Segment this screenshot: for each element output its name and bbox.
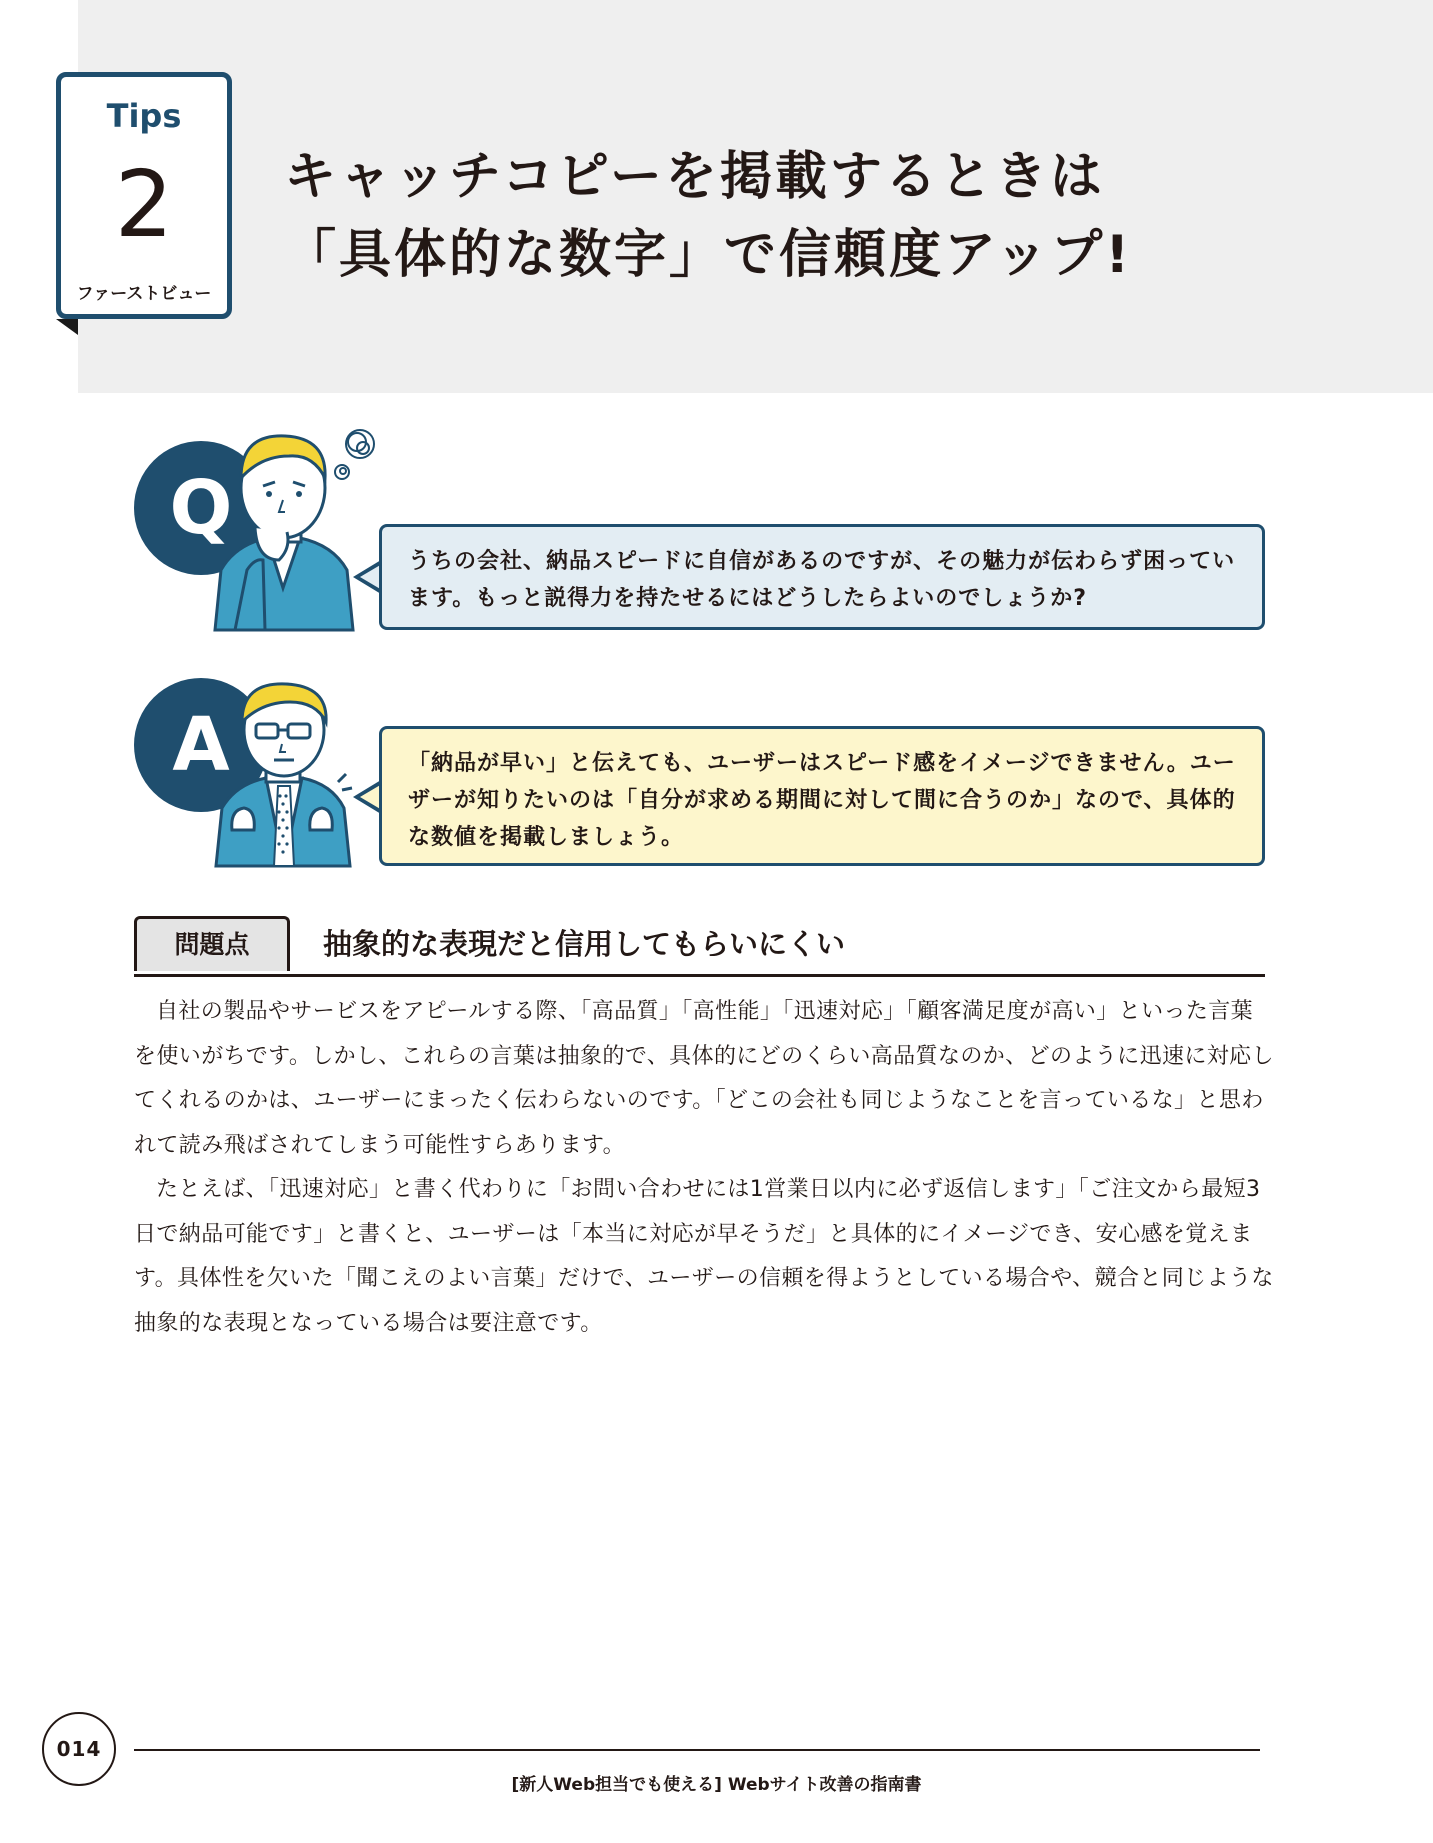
body-text	[134, 990, 1274, 1346]
tips-card-fold	[56, 319, 78, 335]
body-paragraph-2: たとえば、「迅速対応」と書く代わりに「お問い合わせには1営業日以内に必ず返信します」「ご注文から最短3日で納品可能です」と書くと、ユーザーは「本当に対応が早そうだ」と具体的にイメージでき、安心感を覚えます。具体性を欠いた「聞こえのよい言葉」だけで、ユーザーの信頼を得ようとしている場合や、競合と同じような抽象的な表現となっている場合は要注意です。	[134, 1177, 1274, 1336]
question-line-2: ます。もっと説得力を持たせるにはどうしたらよいのでしょうか?	[408, 586, 1088, 611]
answer-badge: A	[134, 678, 268, 812]
problem-heading-row	[134, 916, 1265, 977]
worried-man-illustration	[205, 420, 395, 632]
tips-label: Tips	[106, 97, 182, 135]
problem-heading: 抽象的な表現だと信用してもらいにくい	[323, 927, 846, 961]
answer-line-3: な数値を掲載しましょう。	[408, 825, 685, 850]
tips-card	[56, 72, 232, 319]
tips-category: ファーストビュー	[76, 284, 212, 304]
page-number: 014	[42, 1712, 116, 1786]
question-badge: Q	[134, 441, 268, 575]
title-line-1: キャッチコピーを掲載するときは	[284, 147, 1105, 207]
body-paragraph-1: 自社の製品やサービスをアピールする際、「高品質」「高性能」「迅速対応」「顧客満足度が高い」といった言葉を使いがちです。しかし、これらの言葉は抽象的で、具体的にどのくらい高品質なのか、どのように迅速に対応してくれるのかは、ユーザーにまったく伝わらないのです。「どこの会社も同じようなことを言っているな」と思われて読み飛ばされてしまう可能性すらあります。	[134, 999, 1274, 1158]
answer-bubble	[379, 726, 1265, 866]
title-line-2: 「具体的な数字」で信頼度アップ!	[284, 225, 1133, 285]
confusion-scribble-icon	[335, 430, 374, 479]
footer-rule	[134, 1749, 1260, 1751]
answer-line-2: ザーが知りたいのは「自分が求める期間に対して間に合うのか」なので、具体的	[408, 788, 1236, 813]
question-bubble	[379, 524, 1265, 630]
confident-man-illustration	[210, 678, 400, 868]
problem-tag: 問題点	[134, 916, 290, 971]
footer-book-title: [新人Web担当でも使える] Webサイト改善の指南書	[511, 1775, 922, 1795]
page-title	[284, 138, 1384, 294]
answer-line-1: 「納品が早い」と伝えても、ユーザーはスピード感をイメージできません。ユー	[408, 751, 1236, 776]
tips-number: 2	[114, 151, 174, 258]
question-line-1: うちの会社、納品スピードに自信があるのですが、その魅力が伝わらず困ってい	[408, 549, 1236, 574]
